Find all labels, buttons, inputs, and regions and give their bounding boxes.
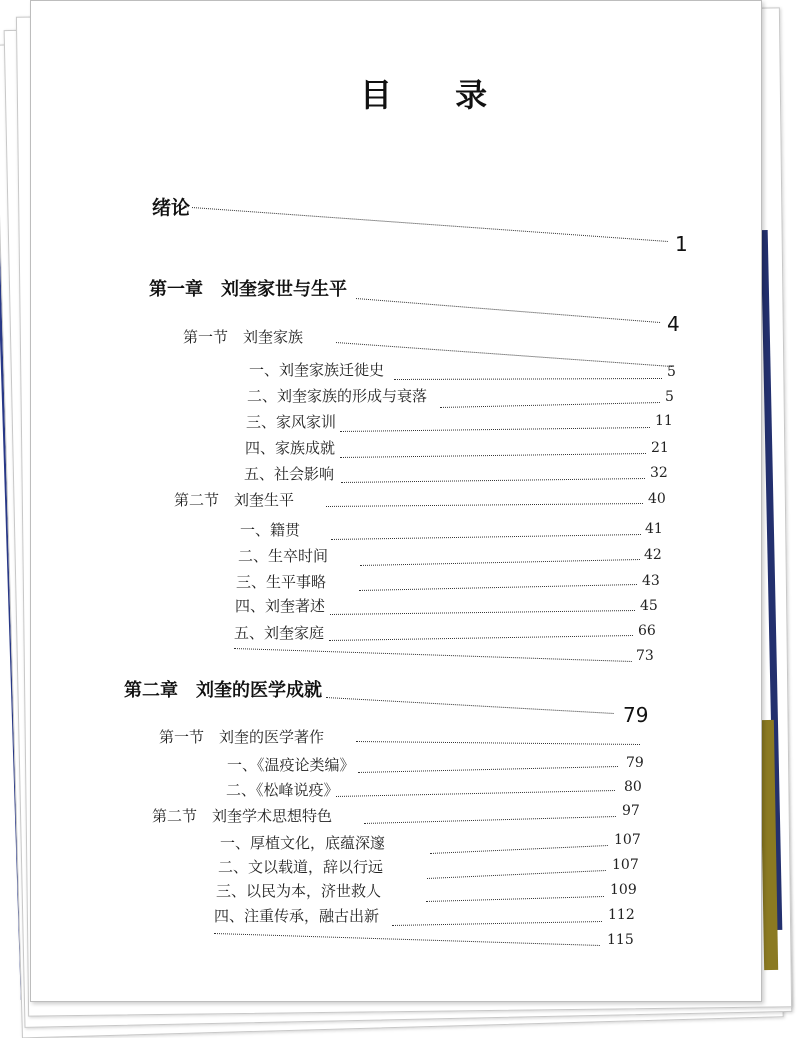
toc-page-number: 97 xyxy=(622,803,640,819)
toc-entry-label: 一、籍贯 xyxy=(240,521,301,539)
toc-page-number: 5 xyxy=(665,389,674,405)
toc-page-number: 45 xyxy=(640,598,658,614)
toc-page-number: 5 xyxy=(667,364,676,380)
toc-page-number: 42 xyxy=(644,547,662,563)
toc-entry-label: 二、《松峰说疫》 xyxy=(226,781,339,799)
toc-page-number: 11 xyxy=(655,413,673,429)
toc-entry-label: 三、生平事略 xyxy=(236,573,327,591)
toc-page-number: 73 xyxy=(636,648,654,664)
toc-page-number: 66 xyxy=(638,623,656,639)
toc-page-number: 4 xyxy=(667,312,680,336)
toc-page-number: 40 xyxy=(648,491,666,507)
toc-page-number: 43 xyxy=(642,573,660,589)
toc-entry-label: 五、刘奎家庭 xyxy=(234,624,325,642)
toc-entry-label: 二、刘奎家族的形成与衰落 xyxy=(247,387,428,405)
toc-page-number: 79 xyxy=(626,755,644,771)
toc-page-number: 112 xyxy=(608,907,635,923)
toc-page-number: 115 xyxy=(607,932,634,948)
toc-entry-label: 第二节 刘奎生平 xyxy=(174,491,295,509)
toc-entry-label: 四、家族成就 xyxy=(245,439,336,457)
toc-entry-label: 第二章 刘奎的医学成就 xyxy=(124,680,322,701)
toc-entry-label: 四、注重传承，融古出新 xyxy=(214,907,380,925)
toc-page-number: 21 xyxy=(651,440,669,456)
toc-entry-label: 四、刘奎著述 xyxy=(235,597,326,615)
toc-entry-label: 一、厚植文化，底蕴深邃 xyxy=(220,834,386,852)
toc-entry-label: 三、家风家训 xyxy=(246,413,337,431)
toc-entry-label: 第一节 刘奎家族 xyxy=(183,328,304,346)
toc-page-number: 41 xyxy=(645,521,663,537)
toc-page-number: 107 xyxy=(614,832,641,848)
toc-entry-label: 第一节 刘奎的医学著作 xyxy=(159,728,325,746)
toc-page-number: 79 xyxy=(623,703,649,727)
toc-title: 目 录 xyxy=(360,76,514,114)
toc-entry-label: 一、《温疫论类编》 xyxy=(227,756,355,774)
toc-entry-label: 第二节 刘奎学术思想特色 xyxy=(152,807,333,825)
toc-page-number: 80 xyxy=(624,779,642,795)
toc-entry-label: 三、以民为本，济世救人 xyxy=(216,882,382,900)
toc-entry-label: 绪论 xyxy=(152,197,191,219)
toc-page-number: 1 xyxy=(675,232,688,256)
toc-entry-label: 五、社会影响 xyxy=(244,465,335,483)
toc-entry-label: 二、生卒时间 xyxy=(238,547,329,565)
toc-page-number: 109 xyxy=(610,882,637,898)
toc-entry-label: 二、文以载道，辞以行远 xyxy=(218,858,384,876)
toc-page-number: 107 xyxy=(612,857,639,873)
toc-page-number: 32 xyxy=(650,465,668,481)
toc-entry-label: 一、刘奎家族迁徙史 xyxy=(249,361,385,379)
toc-entry-label: 第一章 刘奎家世与生平 xyxy=(149,279,347,300)
